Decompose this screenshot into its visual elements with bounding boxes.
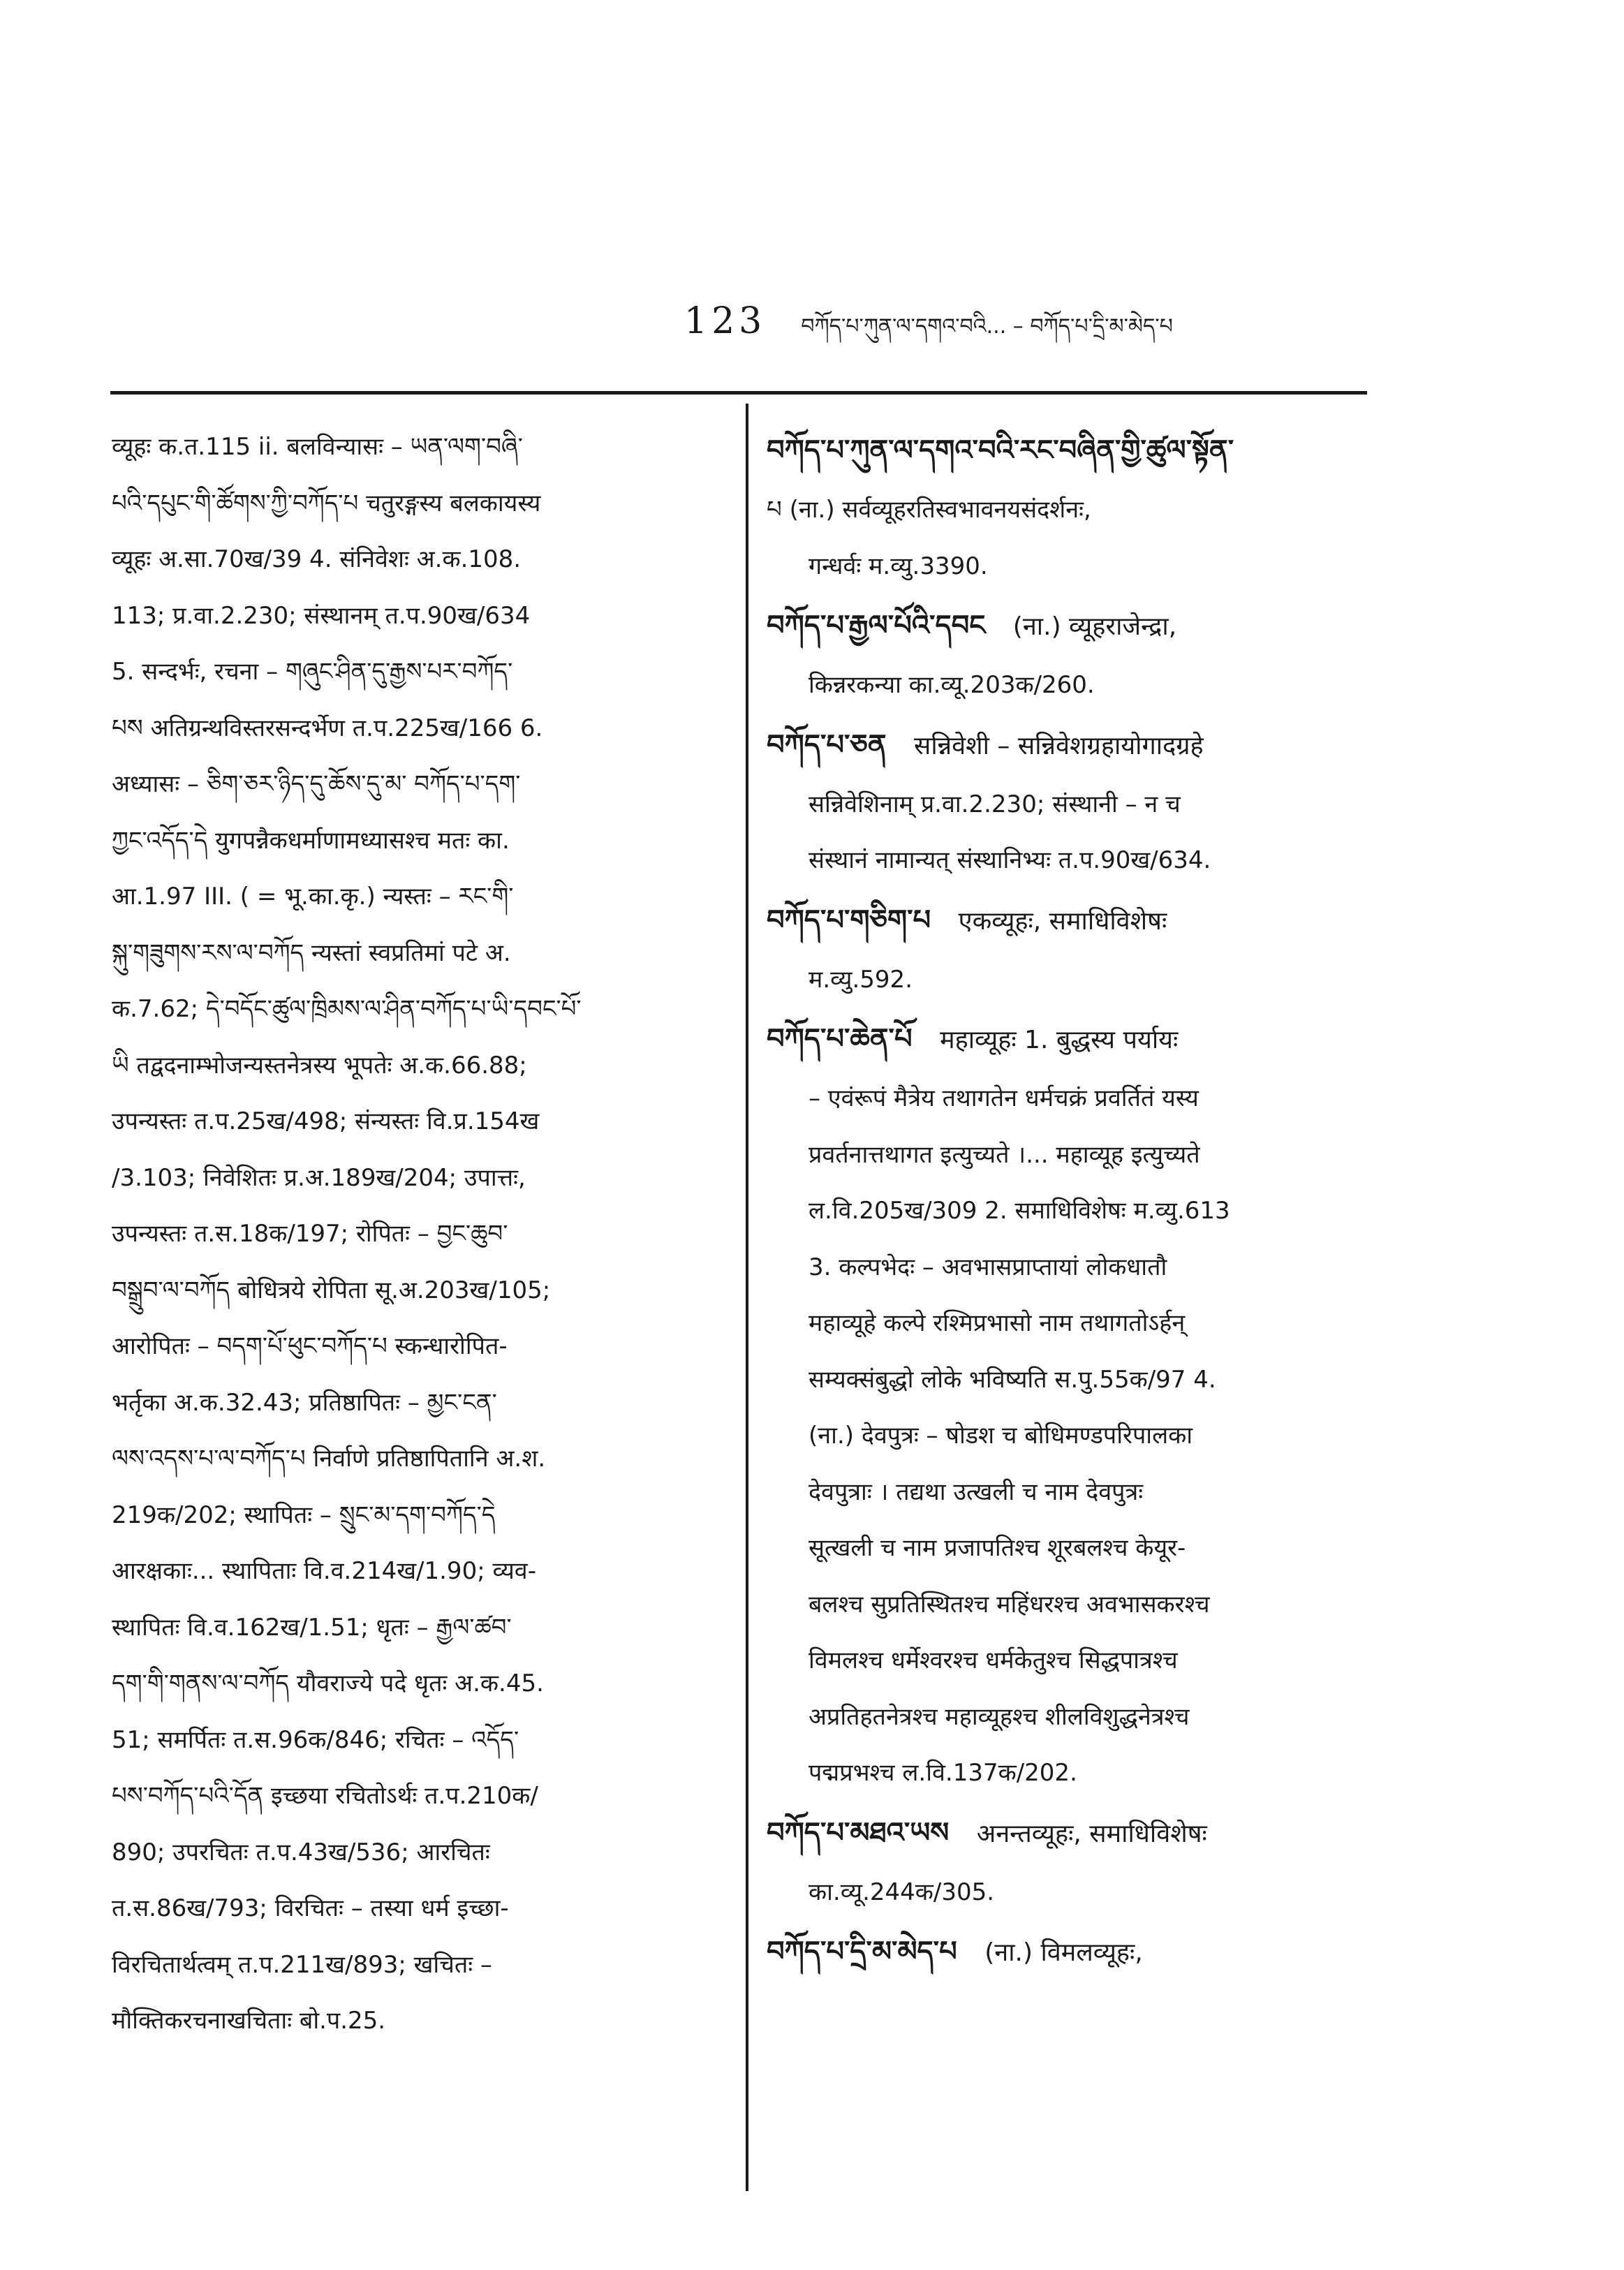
text-line: ल.वि.205ख/309 2. समाधिविशेषः म.व्यु.613 [809, 1197, 1230, 1225]
text-line: बलश्च सुप्रतिस्थितश्च महिंधरश्च अवभासकरश्च [809, 1590, 1210, 1619]
text-line: गन्धर्वः म.व्यु.3390. [809, 552, 988, 580]
text-line: देवपुत्राः । तद्यथा उत्खली च नाम देवपुत्रः [809, 1477, 1144, 1506]
column-divider [746, 404, 748, 2191]
text-line: भर्तृका अ.क.32.43; प्रतिष्ठापितः – མྱང་ངན་ [112, 1388, 497, 1417]
entry-headword: བཀོད་པ་དྲི་མ་མེད་པ [767, 1936, 957, 1968]
dictionary-entry [767, 594, 1374, 714]
text-line: सूत्खली च नाम प्रजापतिश्च शूरबलश्च केयूर- [809, 1534, 1186, 1562]
entry-definition: महाव्यूहः 1. बुद्धस्य पर्यायः [940, 1026, 1179, 1054]
dictionary-entry [767, 1008, 1374, 1801]
text-line: ཀྱང་འདོད་དེ युगपन्नैकधर्माणामध्यासश्च मतः का. [112, 826, 510, 855]
text-line: आरोपितः – བདག་པོ་ཕུང་བཀོད་པ स्कन्धारोपित- [112, 1332, 508, 1360]
text-line: 890; उपरचितः त.प.43ख/536; आरचितः [112, 1838, 490, 1866]
page-number: 123 [684, 300, 767, 342]
left-column [112, 419, 726, 2179]
entry-definition: (ना.) विमलव्यूहः, [984, 1938, 1143, 1967]
text-line: का.व्यू.244क/305. [809, 1878, 995, 1906]
text-line: सन्निवेशिनाम् प्र.वा.2.230; संस्थानी – न च [809, 790, 1181, 818]
text-line: उपन्यस्तः त.स.18क/197; रोपितः – བྱང་ཆུབ་ [112, 1220, 508, 1248]
text-line: པས अतिग्रन्थविस्तरसन्दर्भेण त.प.225ख/166 6. [112, 714, 543, 742]
text-line: བསྒྲུབ་ལ་བཀོད बोधित्रये रोपिता सू.अ.203ख/105; [112, 1276, 551, 1304]
text-line: པས་བཀོད་པའི་དོན इच्छया रचितोऽर्थः त.प.210क/ [112, 1782, 538, 1810]
text-line: པའི་དཔུང་གི་ཚོགས་ཀྱི་བཀོད་པ चतुरङ्गस्य बलकायस्य [112, 489, 541, 517]
text-line: मौक्तिकरचनाखचिताः बो.प.25. [112, 2007, 386, 2035]
entry-head-line [767, 1920, 1374, 1983]
text-line: आ.1.97 III. ( = भू.का.कृ.) न्यस्तः – རང་གི་ [112, 883, 514, 911]
text-line: – एवंरूपं मैत्रेय तथागतेन धर्मचक्रं प्रवर्तितं यस्य [809, 1084, 1199, 1112]
right-column [767, 419, 1374, 2179]
running-head: བཀོད་པ་ཀུན་ལ་དགའ་བའི... – བཀོད་པ་དྲི་མ་མེད་པ [801, 314, 1173, 339]
text-line: त.स.86ख/793; विरचितः – तस्या धर्म इच्छा- [112, 1894, 509, 1922]
text-line: अध्यासः – ཅིག་ཅར་ཉིད་དུ་ཆོས་དུ་མ་ བཀོད་པ་དག་ [112, 770, 521, 798]
entry-definition: सन्निवेशी – सन्निवेशग्रहायोगादग्रहे [913, 731, 1204, 760]
dictionary-entry [767, 714, 1374, 889]
text-line: स्थापितः वि.व.162ख/1.51; धृतः – རྒྱལ་ཚབ་ [112, 1613, 512, 1642]
text-line: संस्थानं नामान्यत् संस्थानिभ्यः त.प.90ख/634. [809, 846, 1211, 874]
entry-head-line [767, 889, 1374, 952]
text-line: 51; समर्पितः त.स.96क/846; रचितः – འདོད་ [112, 1725, 519, 1754]
text-line: སྐུ་གཟུགས་རས་ལ་བཀོད न्यस्तां स्वप्रतिमां पटे अ. [112, 938, 511, 967]
text-line: (ना.) देवपुत्रः – षोडश च बोधिमण्डपरिपालका [809, 1422, 1193, 1450]
text-line: /3.103; निवेशितः प्र.अ.189ख/204; उपात्तः, [112, 1163, 526, 1192]
entry-headword: བཀོད་པ་ཆེན་པོ [767, 1023, 913, 1055]
text-line: ཡི तद्वदनाम्भोजन्यस्तनेत्रस्य भूपतेः अ.क.66.88; [112, 1051, 527, 1079]
entry-headword: བཀོད་པ་མཐའ་ཡས [767, 1816, 950, 1849]
entry-headword: བཀོད་པ་ཀུན་ལ་དགའ་བའི་རང་བཞིན་གྱི་ཚུལ་སྟོན་ [767, 434, 1234, 466]
text-line: व्यूहः अ.सा.70ख/39 4. संनिवेशः अ.क.108. [112, 545, 522, 573]
text-line: उपन्यस्तः त.प.25ख/498; संन्यस्तः वि.प्र.154ख [112, 1107, 540, 1135]
page-header [684, 300, 1382, 349]
entry-head-line [767, 594, 1374, 657]
entry-head-line [767, 1801, 1374, 1864]
dictionary-entry [767, 1920, 1374, 1983]
dictionary-entry [767, 889, 1374, 1008]
dictionary-entry [767, 419, 1374, 594]
text-line: अप्रतिहतनेत्रश्च महाव्यूहश्च शीलविशुद्धनेत्रश्च [809, 1702, 1190, 1731]
text-line: आरक्षकाः... स्थापिताः वि.व.214ख/1.90; व्यव- [112, 1557, 536, 1585]
entry-definition: (ना.) व्यूहराजेन्द्रा, [1012, 612, 1177, 641]
text-line: 113; प्र.वा.2.230; संस्थानम् त.प.90ख/634 [112, 601, 531, 630]
header-rule [110, 391, 1367, 395]
text-line: 5. सन्दर्भः, रचना – གཞུང་ཤིན་དུ་རྒྱས་པར་བཀོད་ [112, 658, 513, 686]
text-line: सम्यक्संबुद्धो लोके भविष्यति स.पु.55क/97 4. [809, 1365, 1216, 1394]
text-line: पद्मप्रभश्च ल.वि.137क/202. [809, 1759, 1077, 1787]
text-line: महाव्यूहे कल्पे रश्मिप्रभासो नाम तथागतोऽर्हन् [809, 1309, 1186, 1337]
entry-definition: अनन्तव्यूहः, समाधिविशेषः [976, 1819, 1207, 1848]
entry-headword: བཀོད་པ་རྒྱལ་པོའི་དབང [767, 610, 986, 642]
text-line: क.7.62; དེ་བདོང་ཚུལ་ཁྲིམས་ལ་ཤིན་བཀོད་པ་ཡི་དབང་པོ་ [112, 995, 582, 1023]
text-line: 3. कल्पभेदः – अवभासप्राप्तायां लोकधातौ [809, 1253, 1167, 1281]
text-line: विमलश्च धर्मेश्वरश्च धर्मकेतुश्च सिद्धपात्रश्च [809, 1646, 1178, 1674]
text-line: विरचितार्थत्वम् त.प.211ख/893; खचितः – [112, 1950, 492, 1979]
text-line: དག་གི་གནས་ལ་བཀོད यौवराज्ये पदे धृतः अ.क.45. [112, 1670, 544, 1697]
text-line: किन्नरकन्या का.व्यू.203क/260. [809, 671, 1095, 699]
entry-headword: བཀོད་པ་གཅིག་པ [767, 904, 931, 936]
text-line: 219क/202; स्थापितः – སྲུང་མ་དག་བཀོད་དེ [112, 1501, 496, 1529]
text-line: པ (ना.) सर्वव्यूहरतिस्वभावनयसंदर्शनः, [767, 496, 1091, 524]
entry-head-line [767, 714, 1374, 776]
text-line: व्यूहः क.त.115 ii. बलविन्यासः – ཡན་ལག་བཞི་ [112, 433, 523, 461]
text-line: ལས་འདས་པ་ལ་བཀོད་པ निर्वाणे प्रतिष्ठापितानि अ.श. [112, 1445, 546, 1473]
dictionary-entry [767, 1801, 1374, 1921]
text-line: म.व्यु.592. [809, 965, 913, 994]
entry-headword: བཀོད་པ་ཅན [767, 728, 887, 761]
entry-head-line [767, 1008, 1374, 1070]
entry-definition: एकव्यूहः, समाधिविशेषः [958, 906, 1167, 936]
text-line: प्रवर्तनात्तथागत इत्युच्यते ।... महाव्यूह इत्युच्यते [809, 1140, 1200, 1169]
